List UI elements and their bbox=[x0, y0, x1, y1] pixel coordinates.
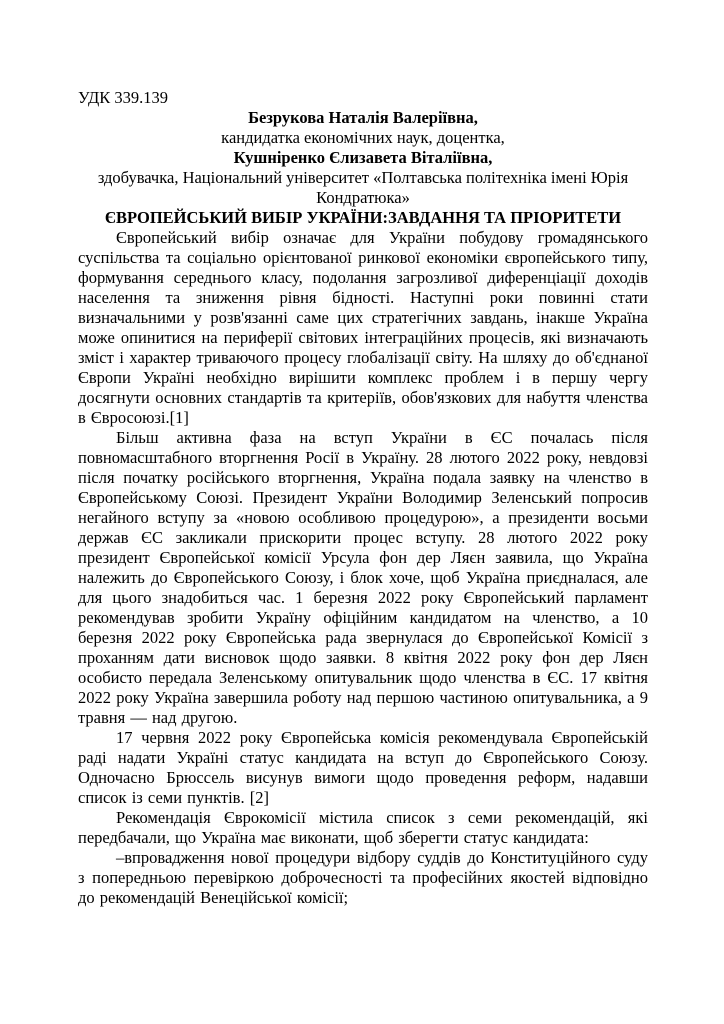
udk-code: УДК 339.139 bbox=[78, 88, 169, 107]
paragraph-intro: Європейський вибір означає для України побудову громадянського суспільства та соціально орієнтованої ринкової економіки європейського типу, формування середнього класу, подолання загрозливої диференціації доходів населення та зниження рівня бідності. Наступні роки повинні стати визначальними у розв'язанні саме цих стратегічних завдань, інакше Україна може опинитися на периферії світових інтеграційних процесів, які визначають зміст і характер триваючого процесу глобалізації світу. На шляху до об'єднаної Європи Україні необхідно вирішити комплекс проблем і в першу чергу досягнути основних стандартів та критеріїв, обов'язкових для набуття членства в Євросоюзі.[1] bbox=[78, 228, 648, 427]
paragraph-accession-timeline: Більш активна фаза на вступ України в ЄС почалась після повномасштабного вторгнення Росії в Україну. 28 лютого 2022 року, невдовзі після початку російського вторгнення, Україна подала заявку на членство в Європейському Союзі. Президент України Володимир Зеленський попросив негайного вступу за «новою особливою процедурою», а президенти восьми держав ЄС закликали прискорити процес вступу. 28 лютого 2022 року президент Європейської комісії Урсула фон дер Ляєн заявила, що Україна належить до Європейського Союзу, і блок хоче, щоб Україна приєдналася, але для цього знадобиться час. 1 березня 2022 року Європейський парламент рекомендував зробити Україну офіційним кандидатом на членство, а 10 березня 2022 року Європейська рада звернулася до Європейської Комісії з проханням дати висновок щодо заявки. 8 квітня 2022 року фон дер Ляєн особисто передала Зеленському опитувальник щодо членства в ЄС. 17 квітня 2022 року Україна завершила роботу над першою частиною опитувальника, а 9 травня — над другою. bbox=[78, 428, 648, 727]
paragraph-recommendations-lead: Рекомендація Єврокомісії містила список з семи рекомендацій, які передбачали, що Україна має виконати, щоб зберегти статус кандидата: bbox=[78, 808, 648, 847]
paragraph-candidate-status: 17 червня 2022 року Європейська комісія рекомендувала Європейській раді надати Україні статус кандидата на вступ до Європейського Союзу. Одночасно Брюссель висунув вимоги щодо проведення реформ, надавши список із семи пунктів. [2] bbox=[78, 728, 648, 807]
author-2-affiliation: здобувачка, Національний університет «Полтавська політехніка імені Юрія Кондратюка» bbox=[97, 168, 629, 207]
author-2-name: Кушніренко Єлизавета Віталіївна, bbox=[233, 148, 493, 167]
author-1-name: Безрукова Наталія Валеріївна, bbox=[248, 108, 478, 127]
author-1-role: кандидатка економічних наук, доцентка, bbox=[221, 128, 505, 147]
article-title: ЄВРОПЕЙСЬКИЙ ВИБІР УКРАЇНИ:ЗАВДАННЯ ТА ПРІОРИТЕТИ bbox=[104, 208, 622, 227]
list-item-judicial-reform: –впровадження нової процедури відбору суддів до Конституційного суду з попередньою перевіркою доброчесності та професійних якостей відповідно до рекомендацій Венеційської комісії; bbox=[78, 848, 648, 907]
